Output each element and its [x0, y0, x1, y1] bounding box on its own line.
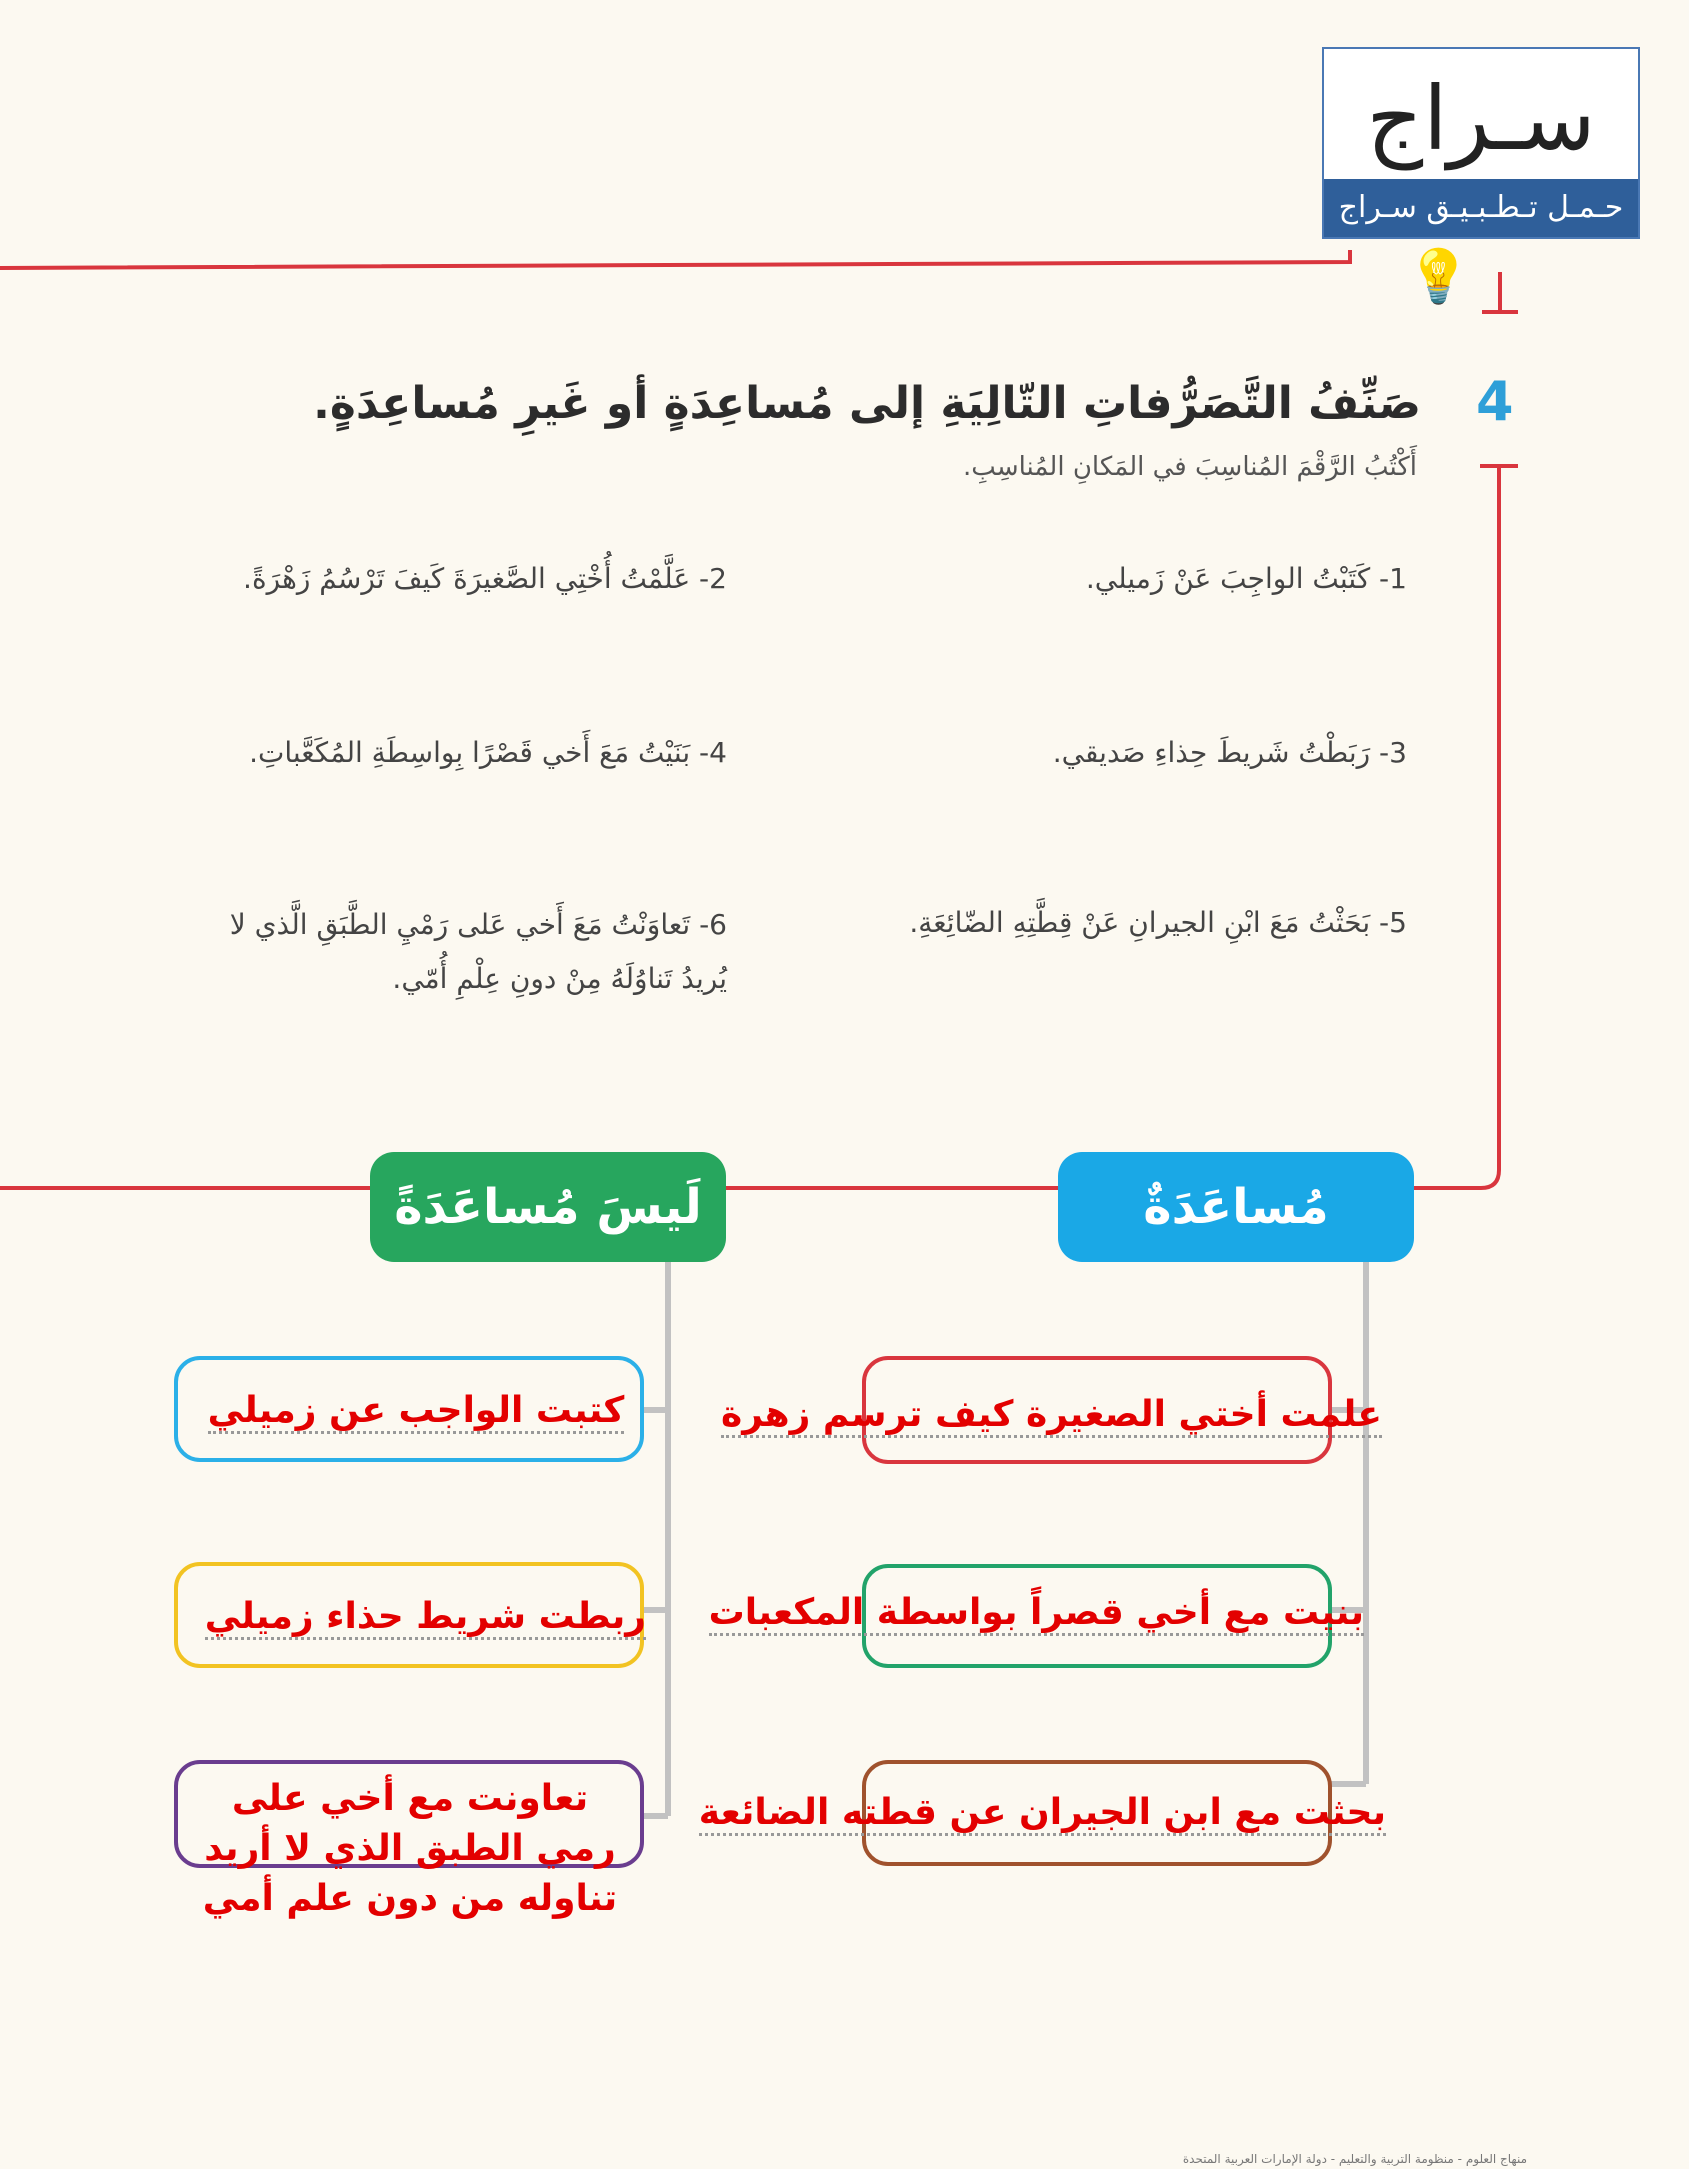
logo-name: سـراج	[1366, 67, 1596, 170]
footer-text: منهاج العلوم - منظومة التربية والتعليم - دولة الإمارات العربية المتحدة	[1182, 2152, 1527, 2166]
answer-not-helpful-2: ربطت شريط حذاء زميلي	[206, 1596, 646, 1637]
category-helpful: مُساعَدَةٌ	[1058, 1152, 1414, 1262]
lightbulb-icon: 💡	[1406, 247, 1471, 307]
siraj-logo	[1322, 47, 1640, 239]
answer-helpful-1: علمت أختي الصغيرة كيف ترسم زهرة	[770, 1394, 1382, 1435]
question-instruction: أَكْتُبُ الرَّقْمَ المُناسِبَ في المَكانِ المُناسِبِ.	[963, 452, 1417, 482]
category-not-helpful: لَيسَ مُساعَدَةً	[370, 1152, 726, 1262]
item-4: 4- بَنَيْتُ مَعَ أَخي قَصْرًا بِواسِطَةِ المُكَعَّباتِ.	[249, 736, 727, 769]
question-title: صَنِّفُ التَّصَرُّفاتِ التّالِيَةِ إلى مُساعِدَةٍ أو غَيرِ مُساعِدَةٍ.	[313, 378, 1421, 429]
item-6: 6- تَعاوَنْتُ مَعَ أَخي عَلى رَمْيِ الطَّبَقِ الَّذي لا يُريدُ تَناوُلَهُ مِنْ دونِ عِلْمِ أُمّي.	[229, 908, 727, 995]
item-2: 2- عَلَّمْتُ أُخْتِي الصَّغيرَةَ كَيفَ تَرْسُمُ زَهْرَةً.	[243, 562, 727, 595]
question-number: 4	[1476, 370, 1514, 433]
item-3: 3- رَبَطْتُ شَريطَ حِذاءِ صَديقي.	[1052, 736, 1407, 769]
answer-helpful-3: بحثت مع ابن الجيران عن قطته الضائعة	[736, 1792, 1386, 1833]
answer-not-helpful-1: كتبت الواجب عن زميلي	[206, 1390, 626, 1431]
item-5: 5- بَحَثْتُ مَعَ ابْنِ الجيرانِ عَنْ قِطَّتِهِ الضّائِعَةِ.	[909, 906, 1407, 939]
answer-helpful-2: بنيت مع أخي قصراً بواسطة المكعبات	[752, 1592, 1364, 1633]
logo-tagline: حـمـل تـطـبـيـق سـراج	[1324, 179, 1638, 237]
answer-not-helpful-3: تعاونت مع أخي على رمي الطبق الذي لا أريد تناوله من دون علم أمي	[202, 1778, 618, 1919]
item-1: 1- كَتَبْتُ الواجِبَ عَنْ زَميلي.	[1085, 562, 1407, 595]
